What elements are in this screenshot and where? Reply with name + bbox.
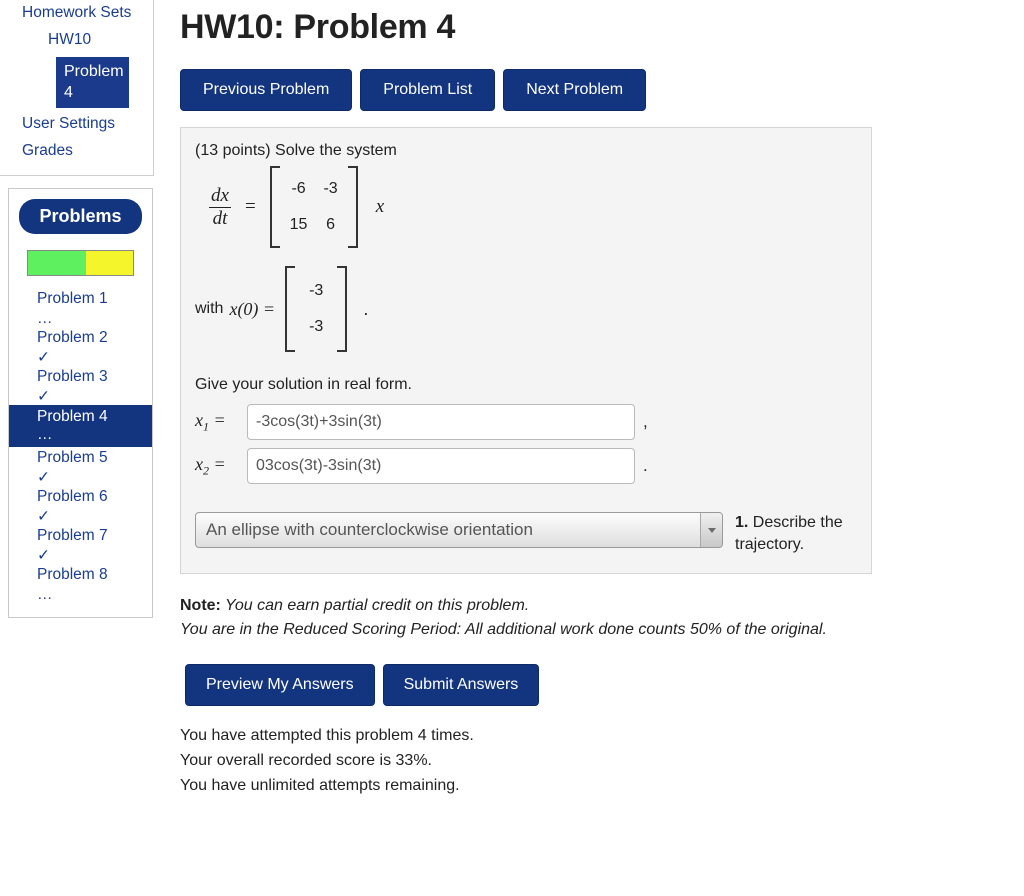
list-item[interactable] <box>9 288 152 310</box>
initial-vector-cell-2: -3 <box>309 318 324 335</box>
chevron-down-icon[interactable] <box>700 513 722 547</box>
answer-label-x1 <box>195 410 247 435</box>
problem-list-button[interactable]: Problem List <box>360 69 495 111</box>
recorded-score-text: Your overall recorded score is 33%. <box>180 751 432 769</box>
answer-label-x1-text: x <box>195 409 203 430</box>
bracket-left-icon <box>285 266 295 352</box>
matrix-cell-r1c2: -3 <box>323 180 338 197</box>
matrix-cell-r2c1: 15 <box>289 216 308 233</box>
sidebar-link-grades[interactable]: Grades <box>22 141 73 159</box>
initial-vector-cells <box>295 266 337 352</box>
main-content <box>161 0 1024 896</box>
nav-tree <box>0 0 154 176</box>
problem-link-1[interactable]: Problem 1 <box>37 289 108 307</box>
note-line1: You can earn partial credit on this problem. <box>220 597 530 615</box>
sidebar-item-grades[interactable] <box>0 138 153 165</box>
problem-navigation <box>180 69 1004 111</box>
list-item[interactable] <box>9 486 152 508</box>
problem-status-6: ✓ <box>37 508 50 526</box>
bracket-right-icon <box>337 266 347 352</box>
answer-input-x2[interactable] <box>247 448 635 484</box>
answer-actions <box>185 664 1004 706</box>
bracket-left-icon <box>270 166 280 248</box>
next-problem-button[interactable]: Next Problem <box>503 69 646 111</box>
page-title: HW10: Problem 4 <box>180 8 456 46</box>
list-item[interactable] <box>9 447 152 469</box>
list-item[interactable] <box>9 327 152 349</box>
sidebar-link-problem-4[interactable]: Problem 4 <box>56 57 129 108</box>
system-equation <box>195 166 855 248</box>
trajectory-select-row <box>195 512 855 555</box>
problem-status-5: ✓ <box>37 469 50 487</box>
list-item[interactable] <box>9 366 152 388</box>
answer-row-x1 <box>195 404 855 440</box>
answer-label-x2-text: x <box>195 453 203 474</box>
sidebar-link-user-settings[interactable]: User Settings <box>22 115 116 133</box>
progress-bar-green <box>28 251 86 275</box>
attempt-stats <box>180 724 1004 798</box>
problem-status-7: ✓ <box>37 547 50 565</box>
problems-panel-header: Problems <box>19 199 142 234</box>
problem-link-2[interactable]: Problem 2 <box>37 328 108 346</box>
trajectory-select-value: An ellipse with counterclockwise orientation <box>206 520 533 539</box>
problem-points-text: (13 points) Solve the system <box>195 142 397 159</box>
with-label: with <box>195 300 224 317</box>
derivative-fraction <box>209 186 231 229</box>
list-item[interactable] <box>9 525 152 547</box>
problem-link-3[interactable]: Problem 3 <box>37 367 108 385</box>
trajectory-select[interactable] <box>195 512 723 548</box>
problem-link-5[interactable]: Problem 5 <box>37 449 108 467</box>
answer-tail-x1: , <box>643 412 648 431</box>
initial-vector-cell-1: -3 <box>309 282 324 299</box>
note-line2: You are in the Reduced Scoring Period: All additional work done counts 50% of the original. <box>180 621 827 639</box>
sidebar-item-homework-sets[interactable] <box>0 0 153 27</box>
answer-label-x2-eq: = <box>213 453 226 474</box>
answer-row-x2 <box>195 448 855 484</box>
attempt-count-text: You have attempted this problem 4 times. <box>180 727 474 745</box>
derivative-denominator: dt <box>212 207 228 229</box>
solution-instruction: Give your solution in real form. <box>195 376 412 393</box>
progress-bar-yellow <box>86 251 133 275</box>
equals-sign: = <box>244 196 256 217</box>
matrix-cell-r2c2: 6 <box>326 216 336 233</box>
sidebar-link-hw10[interactable]: HW10 <box>48 30 92 48</box>
initial-condition-label: x(0) = <box>229 298 276 319</box>
attempts-remaining-text: You have unlimited attempts remaining. <box>180 776 460 794</box>
sidebar-item-user-settings[interactable] <box>0 111 153 138</box>
partial-credit-note <box>180 594 1004 642</box>
trailing-period: . <box>363 298 369 319</box>
submit-answers-button[interactable]: Submit Answers <box>383 664 540 706</box>
answer-label-x1-eq: = <box>213 409 226 430</box>
matrix-cells <box>280 166 348 248</box>
problem-statement-box <box>180 127 872 574</box>
list-item[interactable] <box>9 564 152 586</box>
vector-variable: x <box>375 196 385 217</box>
answer-label-x2 <box>195 454 247 479</box>
derivative-numerator: dx <box>211 184 229 206</box>
matrix-cell-r1c1: -6 <box>291 180 306 197</box>
problem-link-8[interactable]: Problem 8 <box>37 566 108 584</box>
describe-text: Describe the trajectory. <box>735 514 843 553</box>
problem-status-4: … <box>37 426 53 444</box>
note-label: Note: <box>180 597 221 615</box>
list-item-current[interactable] <box>9 405 152 447</box>
problem-link-4[interactable]: Problem 4 <box>37 408 108 426</box>
problem-link-7[interactable]: Problem 7 <box>37 527 108 545</box>
preview-answers-button[interactable]: Preview My Answers <box>185 664 375 706</box>
coefficient-matrix <box>270 166 358 248</box>
previous-problem-button[interactable]: Previous Problem <box>180 69 352 111</box>
problem-status-3: ✓ <box>37 387 50 405</box>
sidebar-item-problem-4[interactable] <box>0 54 153 111</box>
answer-label-x2-sub: 2 <box>203 463 209 478</box>
sidebar <box>0 0 161 896</box>
problem-status-2: ✓ <box>37 348 50 366</box>
problem-status-8: … <box>37 586 53 604</box>
progress-bar <box>27 250 134 276</box>
describe-trajectory-label <box>735 512 855 555</box>
sidebar-item-hw10[interactable] <box>0 27 153 54</box>
problem-status-1: … <box>37 309 53 327</box>
answer-tail-x2: . <box>643 456 648 475</box>
problems-panel <box>8 188 153 618</box>
sidebar-link-homework-sets[interactable]: Homework Sets <box>22 4 132 21</box>
describe-number: 1. <box>735 514 749 531</box>
initial-condition <box>195 266 855 352</box>
problem-link-6[interactable]: Problem 6 <box>37 488 108 506</box>
answer-label-x1-sub: 1 <box>203 419 209 434</box>
answer-input-x1[interactable] <box>247 404 635 440</box>
initial-vector <box>285 266 347 352</box>
bracket-right-icon <box>348 166 358 248</box>
